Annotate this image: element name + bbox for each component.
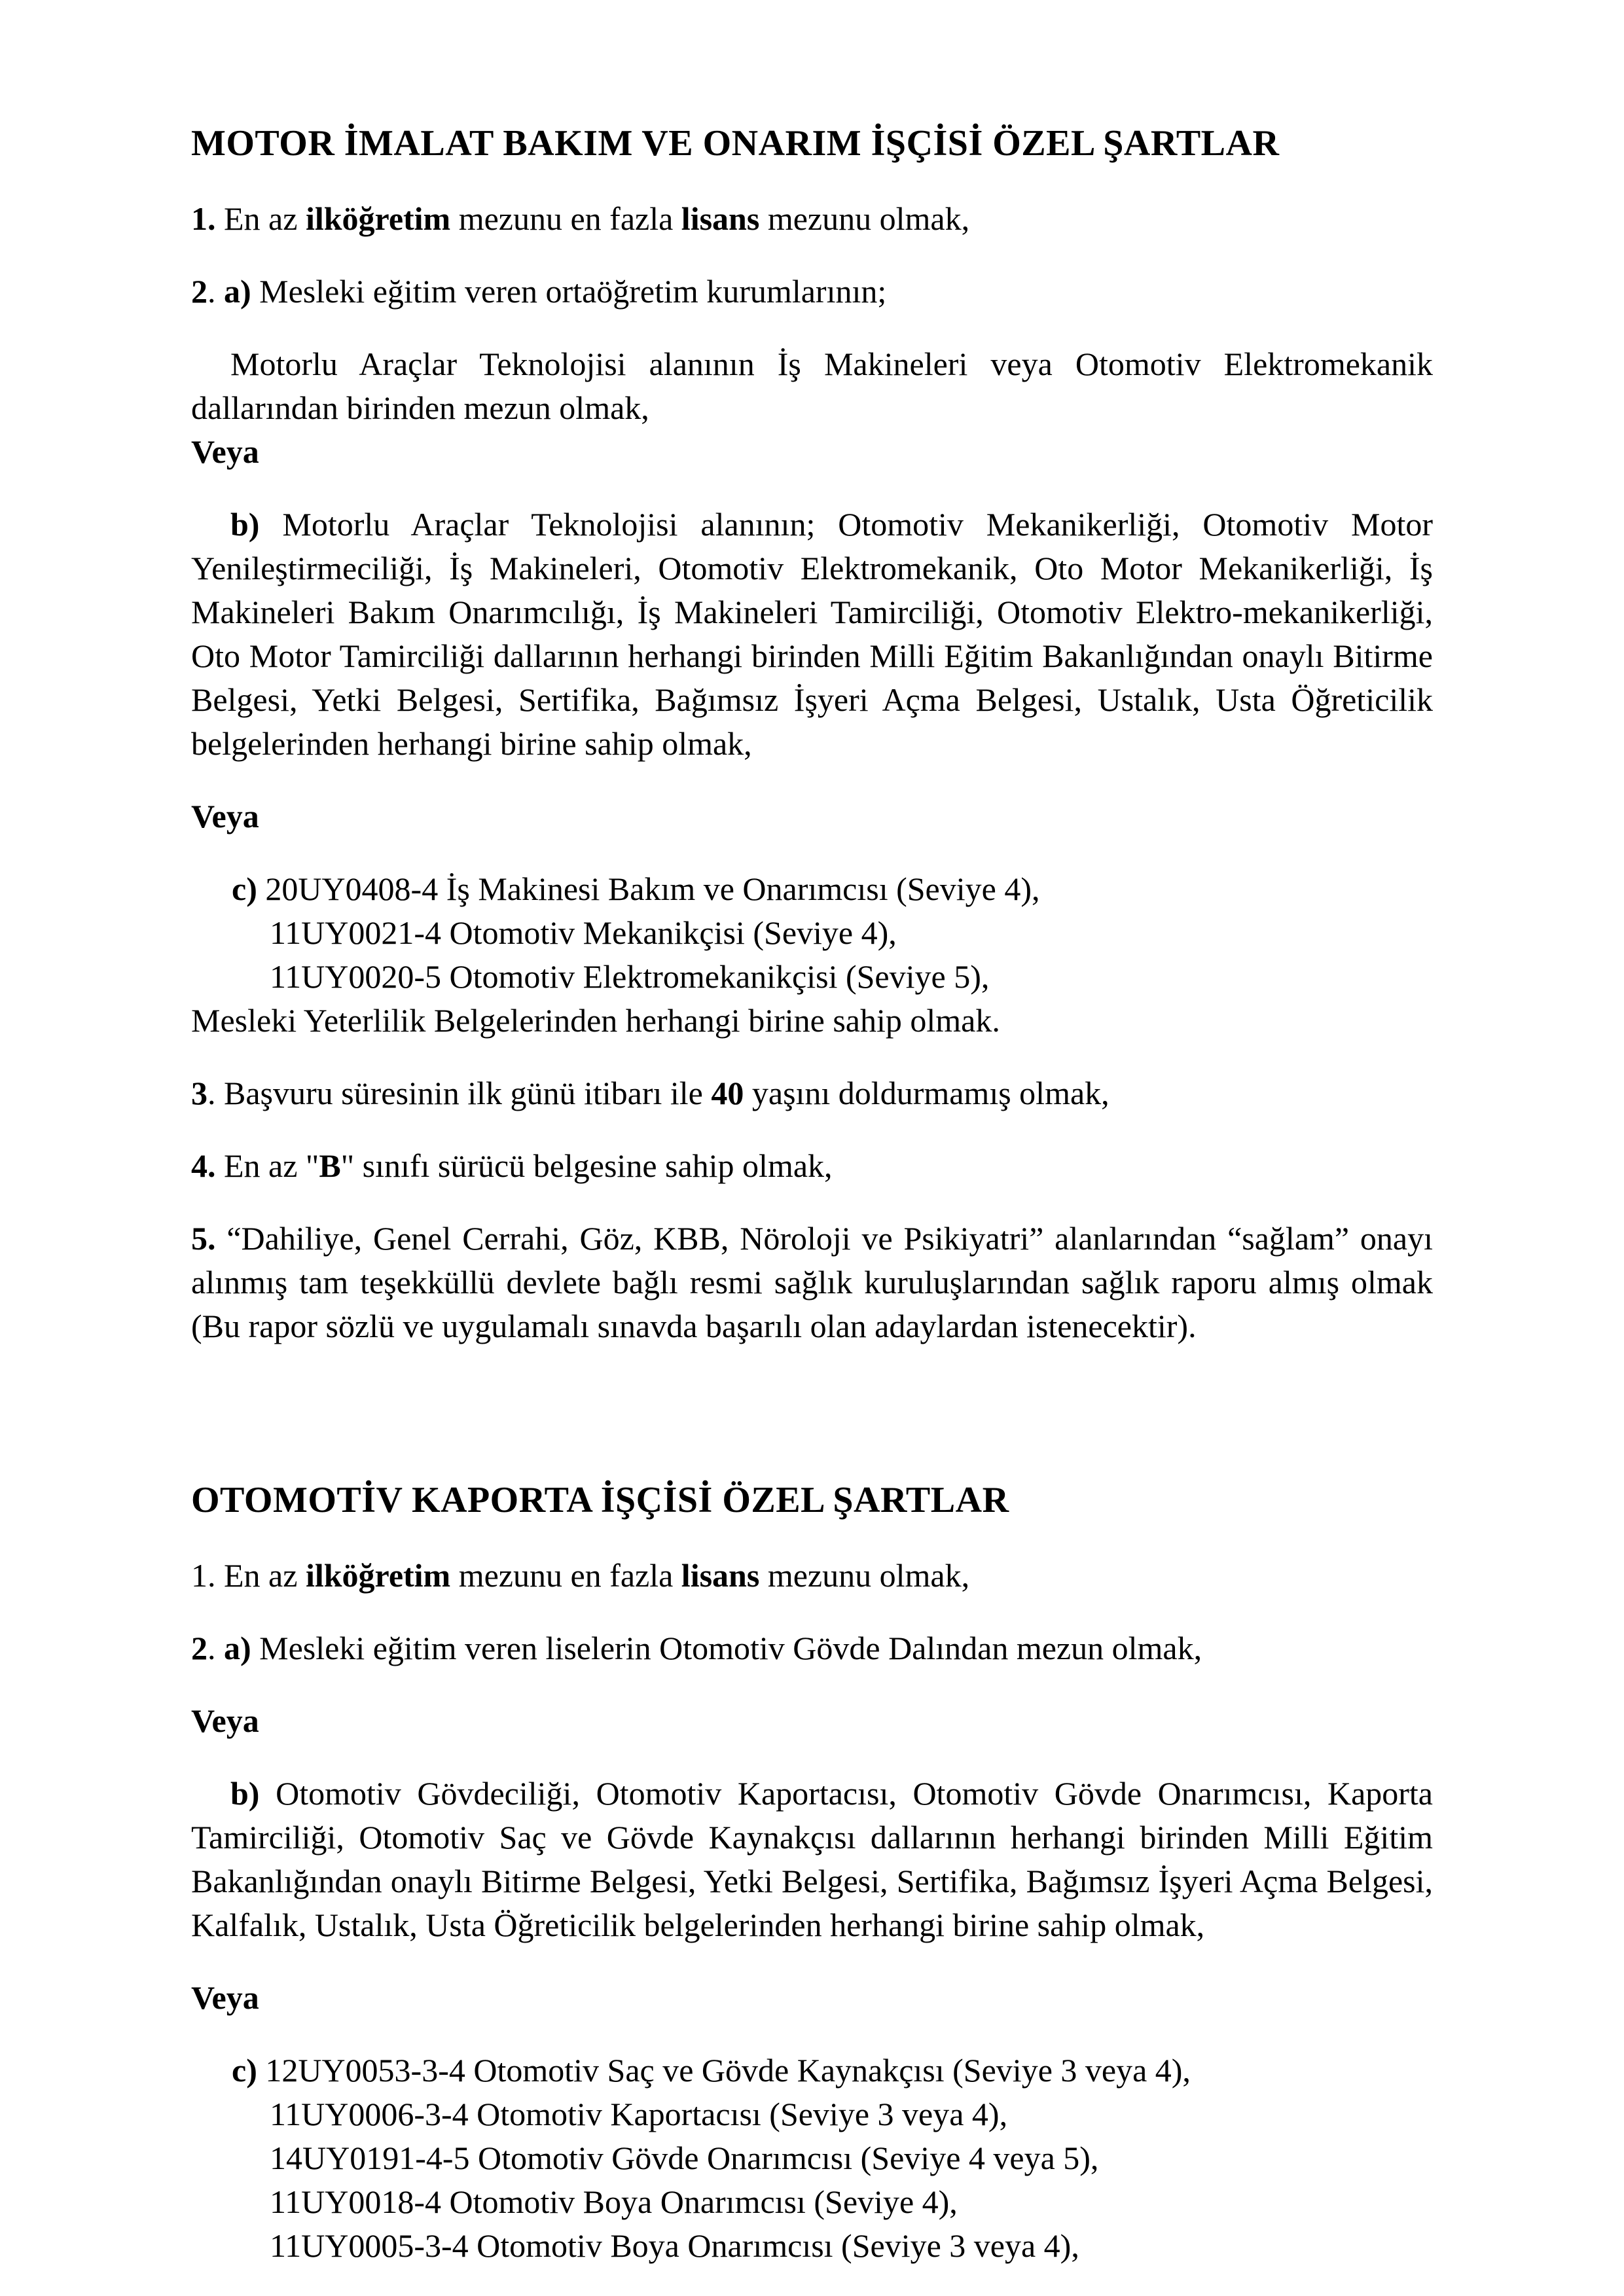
section-2-item-2a: 2. a) Mesleki eğitim veren liselerin Otomotiv Gövde Dalından mezun olmak, <box>191 1630 1202 1666</box>
section-2-item-2c-line-3: 14UY0191-4-5 Otomotiv Gövde Onarımcısı (Seviye 4 veya 5), <box>270 2140 1099 2176</box>
section-2-title: OTOMOTİV KAPORTA İŞÇİSİ ÖZEL ŞARTLAR <box>191 1480 1009 1520</box>
section-1-veya-1: Veya <box>191 433 259 470</box>
section-2-para-2b: b) Otomotiv Gövdeciliği, Otomotiv Kaportacısı, Otomotiv Gövde Onarımcısı, Kaporta Tamirciliği, Otomotiv Saç ve Gövde Kaynakçısı dallarının herhangi birinden Milli Eğitim Bakanlığından onaylı Bitirme Belgesi, Yetki Belgesi, Sertifika, Bağımsız İşyeri Açma Belgesi, Kalfalık, Ustalık, Usta Öğreticilik belgelerinden herhangi birine sahip olmak, <box>191 1775 1433 1943</box>
section-otomotiv-kaporta <box>191 1477 1433 2268</box>
section-1-item-5: 5. “Dahiliye, Genel Cerrahi, Göz, KBB, Nöroloji ve Psikiyatri” alanlarından “sağlam” onayı alınmış tam teşekküllü devlete bağlı resmi sağlık kuruluşlarından sağlık raporu almış olmak (Bu rapor sözlü ve uygulamalı sınavda başarılı olan adaylardan istenecektir). <box>191 1220 1433 1344</box>
section-2-veya-1: Veya <box>191 1702 259 1739</box>
section-1-item-4: 4. En az "B" sınıfı sürücü belgesine sahip olmak, <box>191 1147 833 1184</box>
section-1-item-2c-line-3: 11UY0020-5 Otomotiv Elektromekanikçisi (Seviye 5), <box>270 958 990 995</box>
section-1-item-1: 1. En az ilköğretim mezunu en fazla lisans mezunu olmak, <box>191 200 970 237</box>
section-1-title: MOTOR İMALAT BAKIM VE ONARIM İŞÇİSİ ÖZEL ŞARTLAR <box>191 123 1280 164</box>
section-2-item-2c-line-4: 11UY0018-4 Otomotiv Boya Onarımcısı (Seviye 4), <box>270 2183 958 2220</box>
section-1-item-2c-line-2: 11UY0021-4 Otomotiv Mekanikçisi (Seviye 4), <box>270 914 897 951</box>
section-2-item-2c-list <box>191 2049 1433 2268</box>
section-2-veya-2: Veya <box>191 1979 259 2016</box>
section-1-item-2c-list <box>191 867 1433 1043</box>
section-2-item-2c-line-5: 11UY0005-3-4 Otomotiv Boya Onarımcısı (Seviye 3 veya 4), <box>270 2227 1079 2264</box>
section-1-para-2b: b) Motorlu Araçlar Teknolojisi alanının; Otomotiv Mekanikerliği, Otomotiv Motor Yenileştirmeciliği, İş Makineleri, Otomotiv Elektromekanik, Oto Motor Mekanikerliği, İş Makineleri Bakım Onarımcılığı, İş Makineleri Tamirciliği, Otomotiv Elektro-mekanikerliği, Oto Motor Tamirciliği dallarının herhangi birinden Milli Eğitim Bakanlığından onaylı Bitirme Belgesi, Yetki Belgesi, Sertifika, Bağımsız İşyeri Açma Belgesi, Ustalık, Usta Öğreticilik belgelerinden herhangi birine sahip olmak, <box>191 506 1433 762</box>
section-2-item-1: 1. En az ilköğretim mezunu en fazla lisans mezunu olmak, <box>191 1557 970 1594</box>
section-1-veya-2: Veya <box>191 798 259 834</box>
section-2-item-2c-line-2: 11UY0006-3-4 Otomotiv Kaportacısı (Seviye 3 veya 4), <box>270 2096 1008 2132</box>
section-1-item-2c-line-1: c) 20UY0408-4 İş Makinesi Bakım ve Onarımcısı (Seviye 4), <box>232 870 1040 907</box>
section-2-item-2c-line-1: c) 12UY0053-3-4 Otomotiv Saç ve Gövde Kaynakçısı (Seviye 3 veya 4), <box>232 2052 1191 2089</box>
section-1-para-2a-detail: Motorlu Araçlar Teknolojisi alanının İş Makineleri veya Otomotiv Elektromekanik dallarından birinden mezun olmak, <box>191 346 1433 426</box>
section-1-item-2c-tail: Mesleki Yeterlilik Belgelerinden herhangi birine sahip olmak. <box>191 1002 1000 1039</box>
section-1-item-3: 3. Başvuru süresinin ilk günü itibarı ile 40 yaşını doldurmamış olmak, <box>191 1075 1110 1111</box>
section-1-item-2a: 2. a) Mesleki eğitim veren ortaöğretim kurumlarının; <box>191 273 887 310</box>
section-motor-imalat <box>191 120 1433 1348</box>
